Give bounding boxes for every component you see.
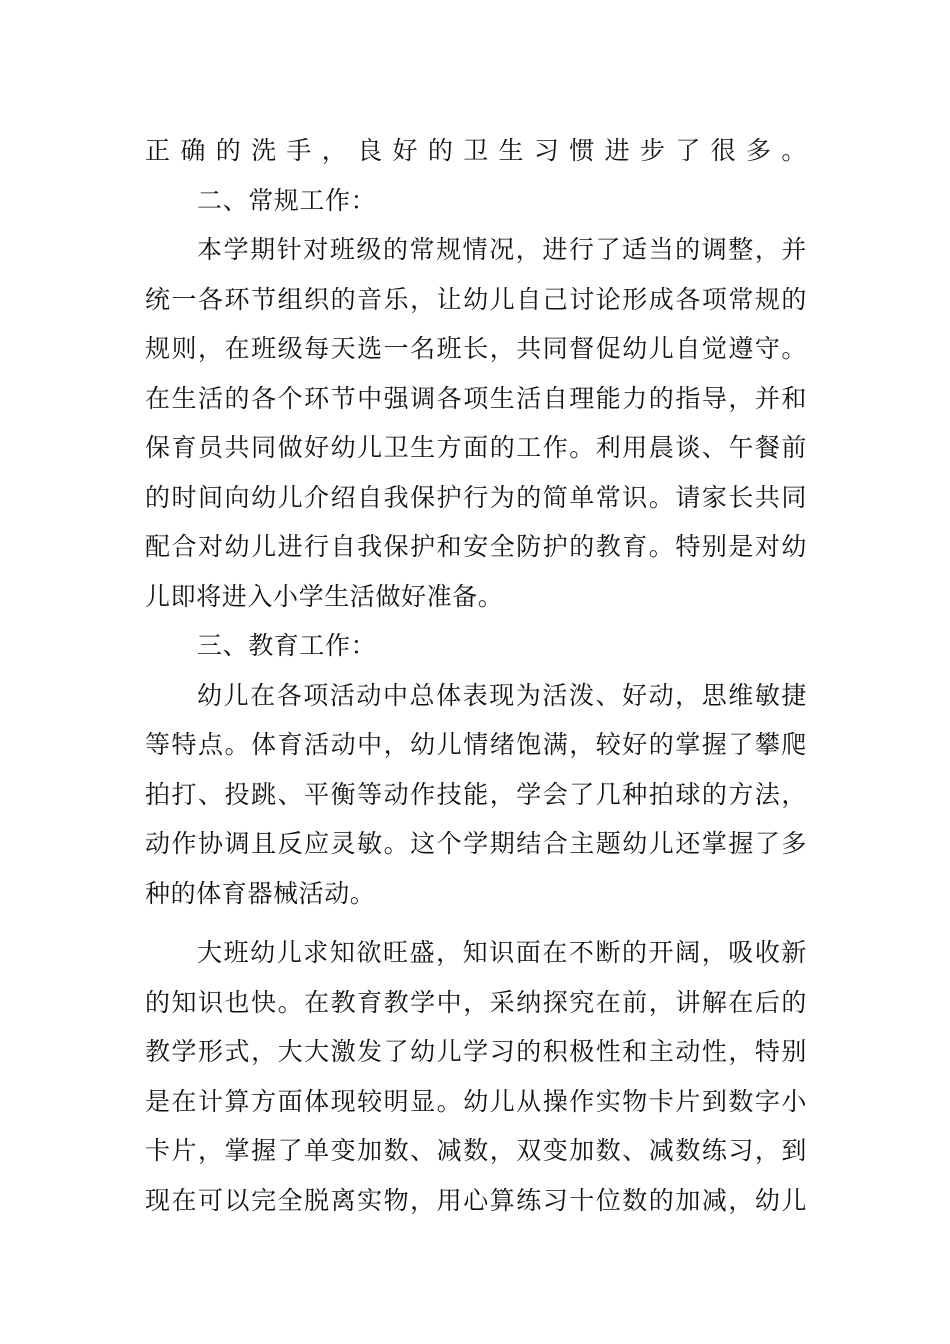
text-line: 种的体育器械活动。 xyxy=(145,878,376,908)
text-line: 正确的洗手，良好的卫生习惯进步了很多。 xyxy=(145,136,807,165)
text-line: 等特点。体育活动中，幼儿情绪饱满，较好的掌握了攀爬 xyxy=(145,730,807,759)
heading-text: 三、教育工作： xyxy=(197,631,377,660)
text-line: 配合对幼儿进行自我保护和安全防护的教育。特别是对幼 xyxy=(145,532,807,561)
text-line: 教学形式，大大激发了幼儿学习的积极性和主动性，特别 xyxy=(145,1037,807,1066)
text-line: 卡片，掌握了单变加数、减数，双变加数、减数练习，到 xyxy=(145,1136,807,1165)
text-line: 规则，在班级每天选一名班长，共同督促幼儿自觉遵守。 xyxy=(145,334,807,363)
text-line: 是在计算方面体现较明显。幼儿从操作实物卡片到数字小 xyxy=(145,1086,807,1116)
text-line: 幼儿在各项活动中总体表现为活泼、好动，思维敏捷 xyxy=(197,680,807,710)
text-line: 现在可以完全脱离实物，用心算练习十位数的加减，幼儿 xyxy=(145,1185,807,1215)
text-line: 统一各环节组织的音乐，让幼儿自己讨论形成各项常规的 xyxy=(145,284,807,314)
text-line: 的时间向幼儿介绍自我保护行为的简单常识。请家长共同 xyxy=(145,482,807,512)
paragraph-gap xyxy=(145,918,807,928)
text-line: 的知识也快。在教育教学中，采纳探究在前，讲解在后的 xyxy=(145,987,807,1017)
heading-text: 二、常规工作： xyxy=(197,185,377,215)
section-heading-education xyxy=(145,621,807,671)
document-page xyxy=(145,126,807,1225)
text-line: 保育员共同做好幼儿卫生方面的工作。利用晨谈、午餐前 xyxy=(145,433,807,462)
text-line: 在生活的各个环节中强调各项生活自理能力的指导，并和 xyxy=(145,383,807,413)
paragraph-routine xyxy=(145,225,807,621)
text-line: 动作协调且反应灵敏。这个学期结合主题幼儿还掌握了多 xyxy=(145,829,807,858)
paragraph-learning xyxy=(145,928,807,1225)
text-line: 大班幼儿求知欲旺盛，知识面在不断的开阔，吸收新 xyxy=(197,938,807,967)
section-heading-routine xyxy=(145,176,807,226)
text-line: 儿即将进入小学生活做好准备。 xyxy=(145,581,504,611)
text-line: 本学期针对班级的常规情况，进行了适当的调整，并 xyxy=(197,235,807,264)
text-line: 拍打、投跳、平衡等动作技能，学会了几种拍球的方法， xyxy=(145,779,807,809)
paragraph-physical-activities xyxy=(145,671,807,919)
paragraph-hygiene-end xyxy=(145,126,807,176)
